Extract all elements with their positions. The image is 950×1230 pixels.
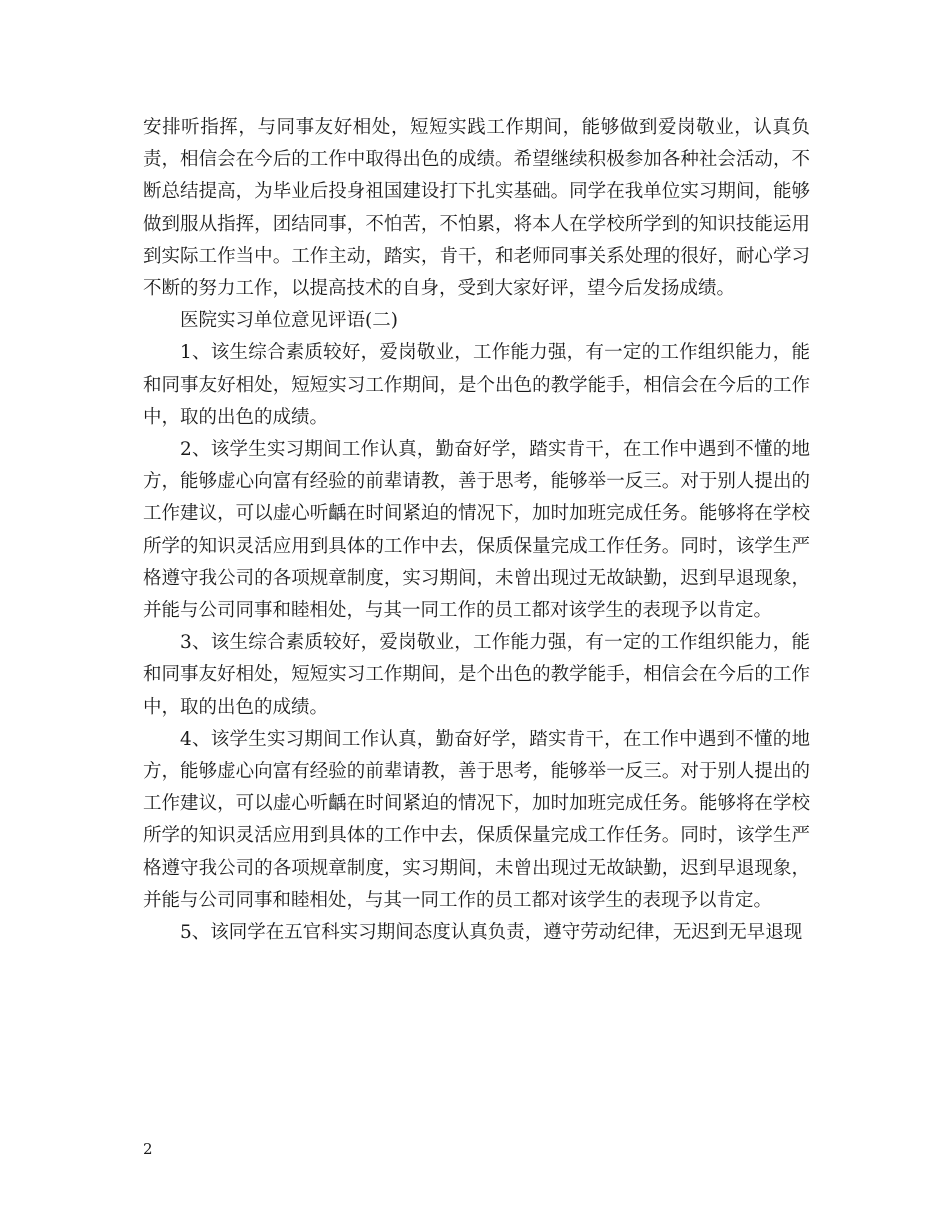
paragraph-continuation: 安排听指挥，与同事友好相处，短短实践工作期间，能够做到爱岗敬业，认真负责，相信会在今后的工作中取得出色的成绩。希望继续积极参加各种社会活动，不断总结提高，为毕业后投身祖国建设打下扎实基础。同学在我单位实习期间，能够做到服从指挥，团结同事，不怕苦，不怕累，将本人在学校所学到的知识技能运用到实际工作当中。工作主动，踏实，肯干，和老师同事关系处理的很好，耐心学习不断的努力工作，以提高技术的自身，受到大家好评，望今后发扬成绩。 <box>143 117 810 300</box>
paragraph-item-3: 3、该生综合素质较好，爱岗敬业，工作能力强，有一定的工作组织能力，能和同事友好相处，短短实习工作期间，是个出色的教学能手，相信会在今后的工作中，取的出色的成绩。 <box>143 632 810 718</box>
section-heading: 医院实习单位意见评语(二) <box>180 310 398 332</box>
document-body <box>143 112 810 949</box>
paragraph-item-2: 2、该学生实习期间工作认真，勤奋好学，踏实肯干，在工作中遇到不懂的地方，能够虚心向富有经验的前辈请教，善于思考，能够举一反三。对于别人提出的工作建议，可以虚心听齲在时间紧迫的情况下，加时加班完成任务。能够将在学校所学的知识灵活应用到具体的工作中去，保质保量完成工作任务。同时，该学生严格遵守我公司的各项规章制度，实习期间，未曾出现过无故缺勤，迟到早退现象，并能与公司同事和睦相处，与其一同工作的员工都对该学生的表现予以肯定。 <box>143 439 810 622</box>
page-number: 2 <box>143 1140 153 1158</box>
paragraph-item-1: 1、该生综合素质较好，爱岗敬业，工作能力强，有一定的工作组织能力，能和同事友好相处，短短实习工作期间，是个出色的教学能手，相信会在今后的工作中，取的出色的成绩。 <box>143 342 810 428</box>
paragraph-item-5: 5、该同学在五官科实习期间态度认真负责，遵守劳动纪律，无迟到无早退现 <box>180 922 803 944</box>
paragraph-item-4: 4、该学生实习期间工作认真，勤奋好学，踏实肯干，在工作中遇到不懂的地方，能够虚心向富有经验的前辈请教，善于思考，能够举一反三。对于别人提出的工作建议，可以虚心听齲在时间紧迫的情况下，加时加班完成任务。能够将在学校所学的知识灵活应用到具体的工作中去，保质保量完成工作任务。同时，该学生严格遵守我公司的各项规章制度，实习期间，未曾出现过无故缺勤，迟到早退现象，并能与公司同事和睦相处，与其一同工作的员工都对该学生的表现予以肯定。 <box>143 728 810 911</box>
